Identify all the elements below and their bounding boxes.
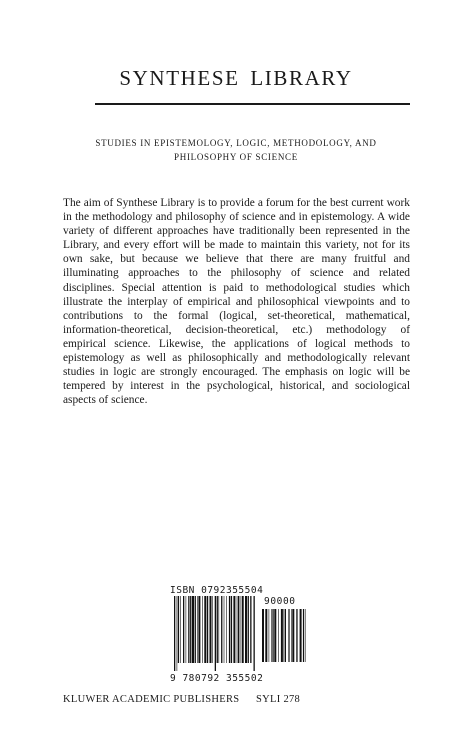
- barcode-number: 9 780792 355502: [170, 673, 264, 684]
- title-rule: [95, 103, 410, 105]
- barcode-bar: [197, 596, 198, 663]
- series-code: SYLI 278: [256, 694, 301, 705]
- barcode-bar: [248, 596, 249, 663]
- barcode-bar: [296, 609, 297, 662]
- barcode-bar: [217, 596, 218, 663]
- barcode-bar: [272, 609, 273, 662]
- series-subtitle-line-1: STUDIES IN EPISTEMOLOGY, LOGIC, METHODOLOGY, AND: [95, 138, 377, 148]
- barcode-bar: [250, 596, 251, 663]
- barcode-bar: [288, 609, 289, 662]
- barcode-bar: [226, 596, 227, 663]
- barcode-bar: [210, 596, 212, 663]
- barcode-bar: [224, 596, 225, 663]
- barcode-bar: [221, 596, 222, 663]
- barcode-bar: [180, 596, 181, 663]
- barcode-bar: [254, 596, 255, 671]
- barcode-bar: [195, 596, 196, 663]
- series-description: The aim of Synthese Library is to provide a forum for the best current work in the methodology and philosophy of science and in epistemology. A wide variety of different approaches have traditionally been represented in the Library, and every effort will be made to maintain this variety, not for its own sake, but because we believe that there are many fruitful and illuminating approaches to the philosophy of science and related disciplines. Special attention is paid to methodological studies which illustrate the interplay of empirical and philosophical viewpoints and to contributions to the formal (logical, set-theoretical, mathematical, information-theoretical, decision-theoretical, etc.) methodology of empirical science. Likewise, the applications of logical methods to epistemology as well as philosophically and methodologically relevant studies in logic are strongly encouraged. The emphasis on logic will be tempered by interest in the psychological, historical, and sociological aspects of science.: [63, 197, 410, 407]
- barcode-bar: [303, 609, 304, 662]
- barcode-bar: [229, 596, 230, 663]
- barcode-bar: [284, 609, 285, 662]
- barcode-bar: [202, 596, 203, 663]
- barcode-bar: [190, 596, 191, 663]
- barcode-bar: [285, 609, 286, 662]
- barcode-bar: [289, 609, 290, 662]
- barcode-bar: [269, 609, 270, 662]
- barcode: [170, 585, 310, 685]
- barcode-bar: [238, 596, 239, 663]
- barcode-bar: [231, 596, 232, 663]
- barcode-bar: [233, 596, 235, 663]
- series-title: SYNTHESE LIBRARY: [119, 66, 353, 90]
- barcode-bar: [186, 596, 187, 663]
- barcode-bar: [219, 596, 220, 663]
- barcode-bar: [271, 609, 272, 662]
- barcode-bar: [212, 596, 213, 663]
- barcode-bar: [188, 596, 189, 663]
- series-subtitle-line-2: PHILOSOPHY OF SCIENCE: [174, 152, 298, 162]
- barcode-bar: [183, 596, 184, 663]
- barcode-bar: [292, 609, 294, 662]
- barcode-bar: [240, 596, 241, 663]
- barcode-bars-addon: [262, 609, 306, 670]
- barcode-bar: [192, 596, 194, 663]
- barcode-bar: [178, 596, 179, 663]
- barcode-bar: [204, 596, 206, 663]
- barcode-bar: [265, 609, 267, 662]
- barcode-bar: [278, 609, 279, 662]
- barcode-bar: [177, 596, 178, 671]
- isbn-label: ISBN 0792355504: [170, 585, 264, 596]
- publisher-name: KLUWER ACADEMIC PUBLISHERS: [63, 694, 240, 705]
- barcode-bar: [245, 596, 247, 663]
- barcode-bars-main: [174, 596, 256, 671]
- barcode-bar: [237, 596, 238, 663]
- barcode-bar: [306, 609, 307, 662]
- barcode-bar: [274, 609, 276, 662]
- barcode-bar: [281, 609, 283, 662]
- barcode-bar: [207, 596, 208, 663]
- barcode-bar: [262, 609, 264, 662]
- barcode-bar: [215, 596, 216, 671]
- barcode-bar: [242, 596, 244, 663]
- barcode-bar: [300, 609, 302, 662]
- barcode-bar: [198, 596, 200, 663]
- barcode-bar: [174, 596, 175, 671]
- barcode-price-code: 90000: [264, 596, 296, 607]
- barcode-bar: [291, 609, 292, 662]
